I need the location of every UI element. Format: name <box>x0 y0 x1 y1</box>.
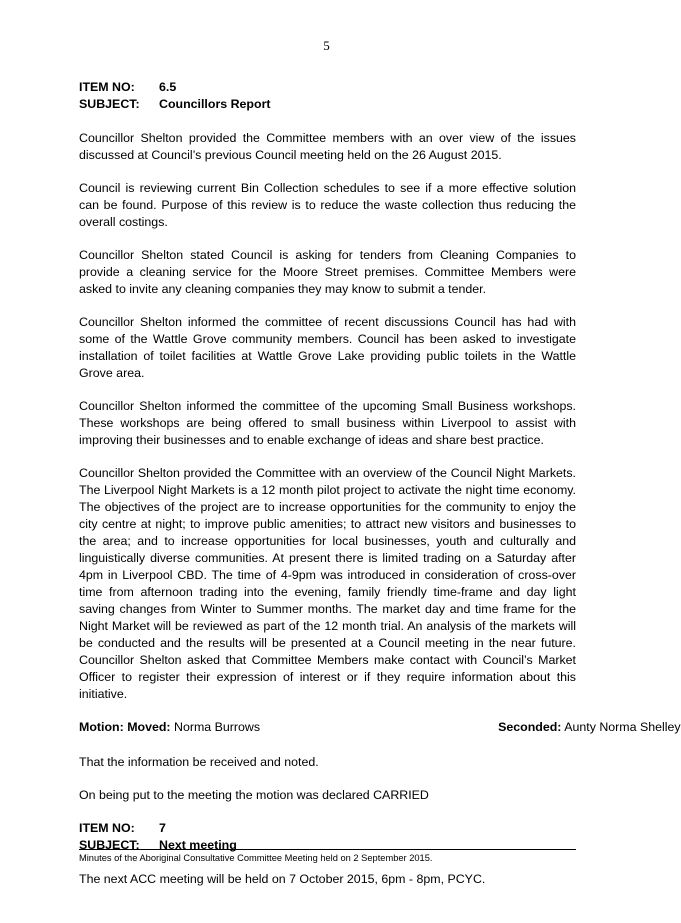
seconded-label: Seconded: <box>498 720 562 734</box>
paragraph-bin-collection: Council is reviewing current Bin Collection schedules to see if a more effective solution can be found. Purpose of this review is to reduce the waste collection thus reducing the overall costings. <box>79 181 576 229</box>
seconded-name: Aunty Norma Shelley <box>564 720 681 734</box>
item-number-value: 7 <box>159 821 166 835</box>
item-number-label: ITEM NO: <box>79 821 135 835</box>
subject-line <box>79 96 576 113</box>
subject-label: SUBJECT: <box>79 838 140 852</box>
item-number-value: 6.5 <box>159 80 177 94</box>
moved-label: Moved: <box>127 720 171 734</box>
document-body <box>79 79 681 904</box>
paragraph-small-business: Councillor Shelton informed the committee of the upcoming Small Business workshops. These workshops are being offered to small business within Liverpool to assist with improving their businesses and to enable exchange of ideas and share best practice. <box>79 399 576 447</box>
footer-divider <box>79 849 576 850</box>
item-number-line <box>79 79 576 96</box>
footer-text: Minutes of the Aboriginal Consultative Committee Meeting held on 2 September 2015. <box>79 853 433 863</box>
next-meeting-text: The next ACC meeting will be held on 7 October 2015, 6pm - 8pm, PCYC. <box>79 872 486 886</box>
resolution-text: That the information be received and noted. <box>79 755 319 769</box>
item-number-label: ITEM NO: <box>79 80 135 94</box>
motion-label: Motion: <box>79 720 124 734</box>
page-number: 5 <box>323 38 330 53</box>
motion-line <box>79 719 681 736</box>
paragraph-overview: Councillor Shelton provided the Committee members with an over view of the issues discussed at Council’s previous Council meeting held on the 26 August 2015. <box>79 131 576 162</box>
paragraph-cleaning-tenders: Councillor Shelton stated Council is asking for tenders from Cleaning Companies to provide a cleaning service for the Moore Street premises. Committee Members were asked to invite any cleaning companies they may know to submit a tender. <box>79 248 576 296</box>
carried-text: On being put to the meeting the motion was declared CARRIED <box>79 788 429 802</box>
moved-name: Norma Burrows <box>174 720 261 734</box>
paragraph-night-markets: Councillor Shelton provided the Committee with an overview of the Council Night Markets. The Liverpool Night Markets is a 12 month pilot project to activate the night time economy. The objectives of the project are to increase opportunities for the community to enjoy the city centre at night; to improve public amenities; to attract new visitors and businesses to the area; and to increase opportunities for local businesses, youth and culturally and linguistically diverse communities. At present there is limited trading on a Saturday after 4pm in Liverpool CBD. The time of 4-9pm was introduced in consideration of cross-over time from afternoon trading into the evening, family friendly time-frame and day light saving changes from Winter to Summer months. The market day and time frame for the Night Market will be reviewed as part of the 12 month trial. An analysis of the markets will be conducted and the results will be presented at a Council meeting in the near future. Councillor Shelton asked that Committee Members make contact with Council’s Market Officer to register their expression of interest or if they require information about this initiative. <box>79 466 576 701</box>
paragraph-wattle-grove: Councillor Shelton informed the committee of recent discussions Council has had with some of the Wattle Grove community members. Council has been asked to investigate installation of toilet facilities at Wattle Grove Lake providing public toilets in the Wattle Grove area. <box>79 315 576 380</box>
subject-value: Next meeting <box>159 838 237 852</box>
item-header-6-5 <box>79 79 576 113</box>
item-number-line <box>79 820 576 837</box>
subject-value: Councillors Report <box>159 97 271 111</box>
subject-label: SUBJECT: <box>79 97 140 111</box>
